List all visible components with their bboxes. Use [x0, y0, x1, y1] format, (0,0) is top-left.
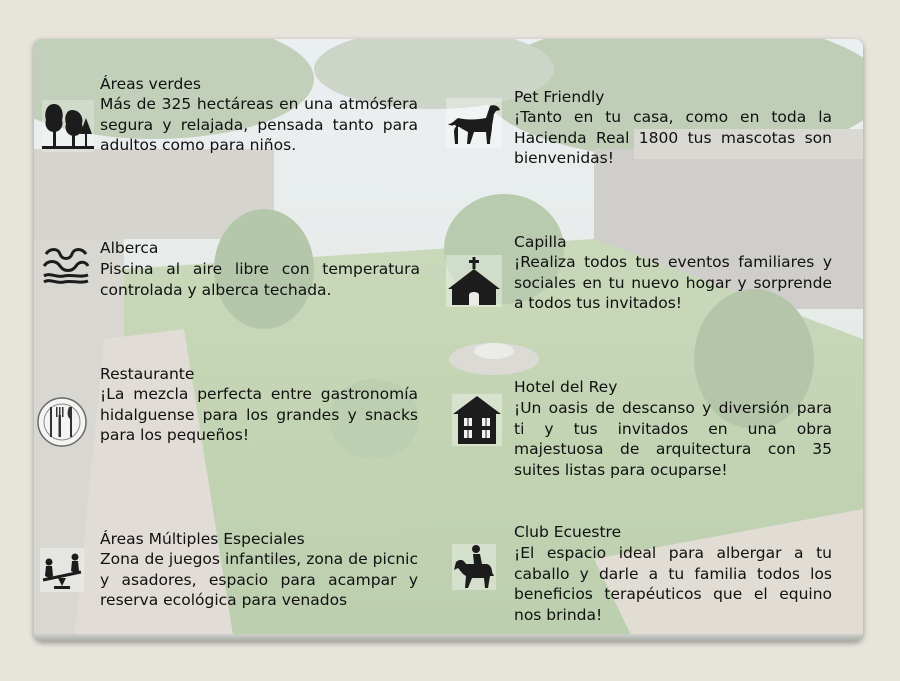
capilla-description: ¡Realiza todos tus eventos familiares y sociales en tu nuevo hogar y sorprende a todos tus invitados! — [514, 253, 832, 312]
areas-multiples-title: Áreas Múltiples Especiales — [100, 530, 305, 548]
hotel-title: Hotel del Rey — [514, 378, 618, 396]
restaurante-title: Restaurante — [100, 365, 195, 383]
club-ecuestre-description: ¡El espacio ideal para albergar a tu caballo y darle a tu familia todos los beneficios terapéuticos que el equino nos brinda! — [514, 544, 832, 624]
horse-rider-icon — [452, 544, 496, 590]
hotel-description: ¡Un oasis de descanso y diversión para ti y tus invitados en una obra majestuosa de arquitectura con 35 suites listas para ocuparse! — [514, 399, 832, 479]
capilla-title: Capilla — [514, 233, 567, 251]
areas-verdes-title: Áreas verdes — [100, 75, 201, 93]
seesaw-icon — [40, 548, 84, 592]
restaurante-description: ¡La mezcla perfecta entre gastronomía hidalguense para los grandes y snacks para los pequeños! — [100, 385, 418, 444]
card-bottom-bar — [34, 634, 863, 641]
dog-cat-icon — [446, 98, 502, 148]
waves-icon — [40, 244, 90, 286]
chapel-icon — [446, 255, 502, 307]
trees-icon — [42, 100, 94, 152]
alberca-title: Alberca — [100, 239, 159, 257]
hotel-icon — [452, 394, 502, 446]
alberca-description: Piscina al aire libre con temperatura controlada y alberca techada. — [100, 260, 420, 299]
pet-friendly-description: ¡Tanto en tu casa, como en toda la Hacienda Real 1800 tus mascotas son bienvenidas! — [514, 108, 832, 167]
cutlery-icon — [37, 397, 87, 447]
areas-multiples-description: Zona de juegos infantiles, zona de picnic y asadores, espacio para acampar y reserva ecológica para venados — [100, 550, 418, 609]
areas-verdes-description: Más de 325 hectáreas en una atmósfera segura y relajada, pensada tanto para adultos como para niños. — [100, 95, 418, 154]
pet-friendly-title: Pet Friendly — [514, 88, 605, 106]
club-ecuestre-title: Club Ecuestre — [514, 523, 622, 541]
